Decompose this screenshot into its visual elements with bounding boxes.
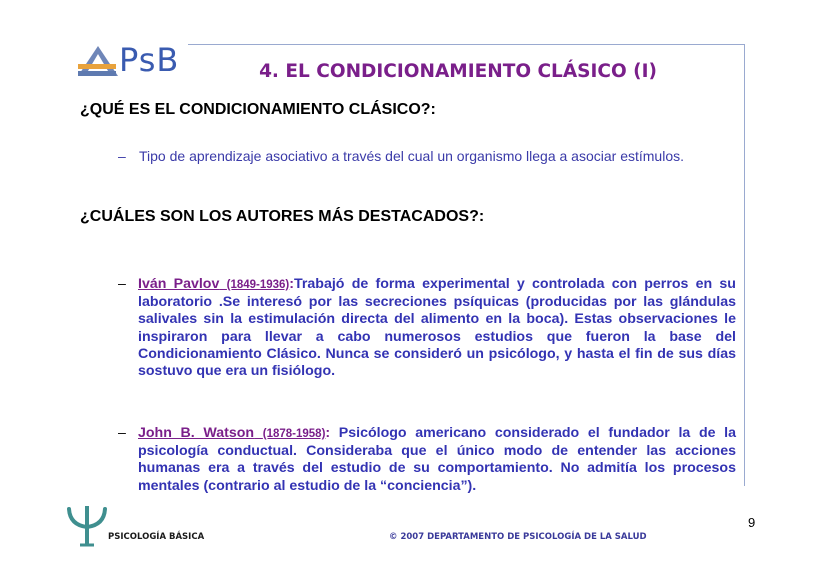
author-entry (138, 276, 736, 380)
author-bullet-watson (118, 425, 736, 495)
author-years: (1849-1936) (226, 279, 290, 291)
frame-top-line (188, 44, 745, 45)
author-name: John B. Watson (138, 425, 255, 441)
section-heading-authors: ¿CUÁLES SON LOS AUTORES MÁS DESTACADOS?: (80, 208, 485, 225)
author-years: (1878-1958) (262, 428, 326, 440)
page-number: 9 (748, 515, 756, 530)
author-separator: : (325, 425, 331, 441)
author-name-link[interactable] (138, 276, 289, 292)
footer-course-name: PSICOLOGÍA BÁSICA (108, 532, 205, 542)
author-name-link[interactable] (138, 425, 325, 441)
author-description: Trabajó de forma experimental y controlada con perros en su laboratorio .Se interesó por las secreciones psíquicas (producidas por las glándulas salivales sin la estimulación directa del alimento en la boca). Estas observaciones le inspiraron para llevar a cabo numerosos estudios que fueron la base del Condicionamiento Clásico. Nunca se consideró un psicólogo, y hasta el fin de sus días sostuvo que era un fisiólogo. (138, 276, 736, 380)
bullet-dash: – (118, 148, 126, 164)
bullet-dash: – (118, 425, 126, 441)
bullet-dash: – (118, 276, 126, 292)
slide-title: 4. EL CONDICIONAMIENTO CLÁSICO (I) (259, 61, 657, 82)
author-description: Psicólogo americano considerado el fundador la de la psicología conductual. Consideraba que el único modo de entender las acciones humanas era a través del estudio de su comportamiento. No admitía los procesos mentales (contrario al estudio de la “conciencia”). (138, 425, 736, 494)
definition-bullet (118, 148, 736, 165)
author-entry (138, 425, 736, 495)
psi-symbol-icon (66, 503, 108, 549)
footer-copyright: © 2007 DEPARTAMENTO DE PSICOLOGÍA DE LA SALUD (389, 532, 647, 542)
section-heading-what: ¿QUÉ ES EL CONDICIONAMIENTO CLÁSICO?: (80, 101, 436, 118)
author-separator: : (289, 276, 294, 292)
author-name: Iván Pavlov (138, 276, 220, 292)
logo-text: PsB (119, 41, 180, 79)
author-bullet-pavlov (118, 276, 736, 380)
definition-text: Tipo de aprendizaje asociativo a través del cual un organismo llega a asociar estímulos. (139, 148, 685, 164)
frame-right-line (744, 44, 745, 486)
